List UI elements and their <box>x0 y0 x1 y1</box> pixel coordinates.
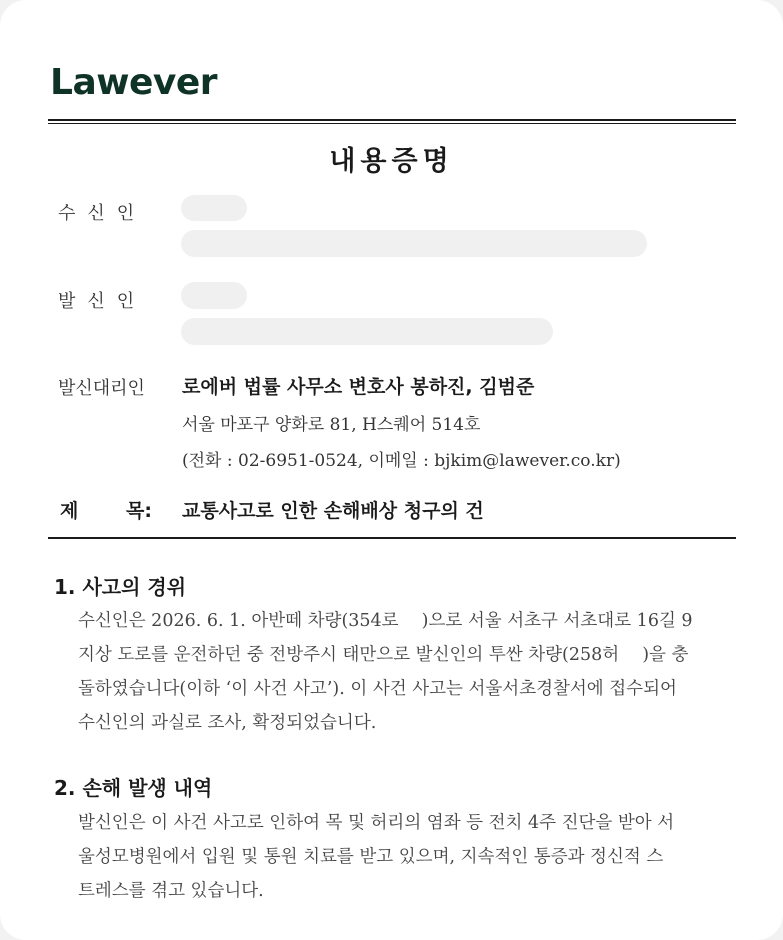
section-heading: 1. 사고의 경위 <box>54 575 187 599</box>
agent-name: 로에버 법률 사무소 변호사 봉하진, 김범준 <box>182 376 535 398</box>
header-rule-thin <box>48 123 736 124</box>
section-line: 수신인은 2026. 6. 1. 아반떼 차량(354로 )으로 서울 서초구 서초대로 16길 9 <box>78 611 693 631</box>
section-line: 발신인은 이 사건 사고로 인하여 목 및 허리의 염좌 등 전치 4주 진단을 받아 서 <box>78 813 675 833</box>
sender-address-redacted <box>181 318 553 345</box>
document-title: 내용증명 <box>329 146 454 177</box>
agent-contact: (전화 : 02-6951-0524, 이메일 : bjkim@lawever.co.kr) <box>182 451 621 471</box>
section-line: 돌하였습니다(이하 ‘이 사건 사고’). 이 사건 사고는 서울서초경찰서에 접수되어 <box>78 679 677 699</box>
header-rule-thick <box>48 119 736 121</box>
subject-label-part2: 목: <box>126 500 152 522</box>
subject-label <box>60 496 152 523</box>
sender-name-redacted <box>181 282 247 309</box>
subject-value: 교통사고로 인한 손해배상 청구의 건 <box>182 500 484 522</box>
section-body <box>78 604 728 740</box>
recipient-label: 수신인 <box>58 203 147 224</box>
recipient-name-redacted <box>181 195 247 221</box>
agent-label: 발신대리인 <box>58 378 145 399</box>
section-line: 수신인의 과실로 조사, 확정되었습니다. <box>78 713 377 733</box>
section-line: 지상 도로를 운전하던 중 전방주시 태만으로 발신인의 투싼 차량(258허 )을 충 <box>78 645 689 665</box>
subject-rule <box>48 537 736 539</box>
recipient-address-redacted <box>181 230 647 257</box>
sender-label: 발신인 <box>58 291 147 312</box>
section-body <box>78 806 728 908</box>
subject-label-part1: 제 <box>60 500 79 522</box>
section-line: 울성모병원에서 입원 및 통원 치료를 받고 있으며, 지속적인 통증과 정신적 스 <box>78 847 664 867</box>
section-line: 트레스를 겪고 있습니다. <box>78 881 264 901</box>
agent-address: 서울 마포구 양화로 81, H스퀘어 514호 <box>182 415 481 435</box>
section-heading: 2. 손해 발생 내역 <box>54 776 213 800</box>
lawever-logo: Lawever <box>50 62 218 103</box>
